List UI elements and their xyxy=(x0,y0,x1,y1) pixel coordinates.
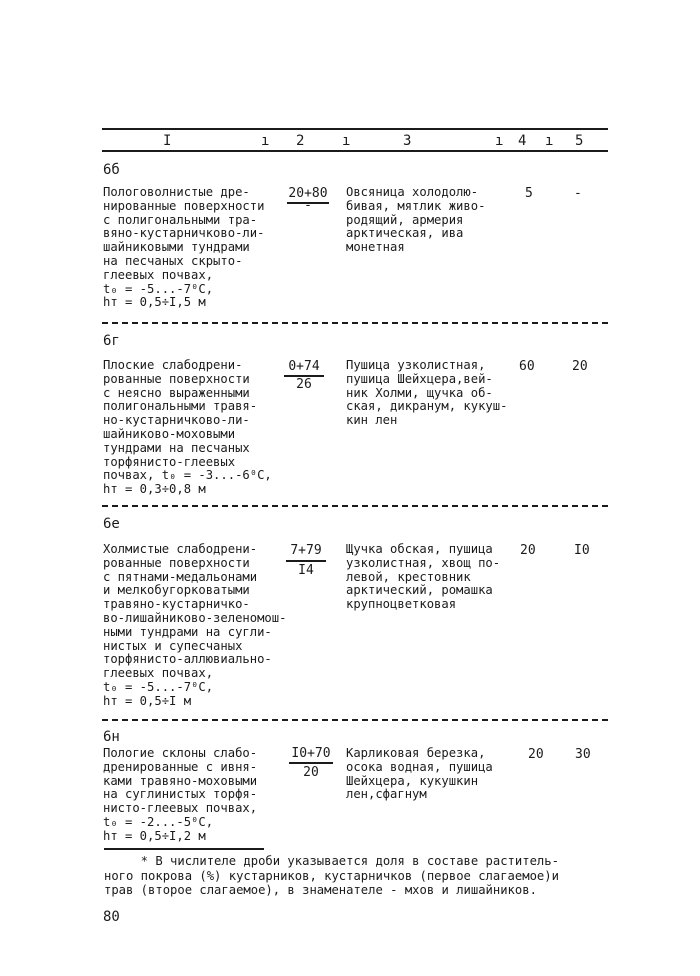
header-col-3: 3 xyxy=(403,133,412,149)
column-5-value: 30 xyxy=(575,747,591,762)
row-separator xyxy=(102,322,608,324)
row-description: Пологие склоны слабо- дренированные с ивня- ками травяно-моховыми на суглинистых торфя- нисто-глеевых почвах, t₀ = -2...-5⁰C, hт = 0,5÷I,2 м xyxy=(103,746,258,843)
header-col-divider: ı xyxy=(261,133,270,149)
header-col-divider: ı xyxy=(545,133,554,149)
column-4-value: 20 xyxy=(520,543,536,558)
fraction-numerator: 0+74 xyxy=(288,359,320,374)
fraction-bar xyxy=(286,560,326,562)
header-col-divider: ı xyxy=(495,133,504,149)
column-5-value: I0 xyxy=(574,543,590,558)
row-code: 6г xyxy=(103,333,120,349)
fraction-bar xyxy=(289,762,333,764)
column-5-value: - xyxy=(574,186,582,201)
fraction-numerator: 20+80 xyxy=(288,186,328,201)
row-code: 6н xyxy=(103,729,120,745)
header-col-divider: ı xyxy=(342,133,351,149)
page-number: 80 xyxy=(103,909,120,925)
species-list: Щучка обская, пушица узколистная, хвощ по- левой, крестовник арктический, ромашка крупноцветковая xyxy=(346,542,501,612)
fraction-denominator: 20 xyxy=(303,765,319,780)
row-description: Холмистые слабодрени- рованные поверхности с пятнами-медальонами и мелкобугорковатыми травяно-кустарничко- во-лишайниково-зеленомош- ными тундрами на сугли- нистых и супесчаных торфянисто-аллювиально- глеевых почвах, t₀ = -5...-7⁰C, hт = 0,5÷I м xyxy=(103,542,287,708)
species-list: Овсяница холодолю- бивая, мятлик живо- родящий, армерия арктическая, ива монетная xyxy=(346,185,486,255)
footnote: * В числителе дроби указывается доля в составе раститель- ного покрова (%) кустарников, кустарничков (первое слагаемое)и трав (второе слагаемое), в знаменателе - мхов и лишайников. xyxy=(104,854,559,897)
fraction-numerator: I0+70 xyxy=(291,746,331,761)
row-separator xyxy=(102,505,608,507)
species-list: Карликовая березка, осока водная, пушица Шейхцера, кукушкин лен,сфагнум xyxy=(346,746,493,802)
fraction-denominator: I4 xyxy=(298,563,314,578)
header-top-rule xyxy=(102,128,608,130)
footnote-rule xyxy=(104,848,264,850)
row-code: 6б xyxy=(103,162,120,178)
fraction-numerator: 7+79 xyxy=(290,543,322,558)
header-col-2: 2 xyxy=(296,133,305,149)
column-5-value: 20 xyxy=(572,359,588,374)
column-4-value: 20 xyxy=(528,747,544,762)
species-list: Пушица узколистная, пушица Шейхцера,вей- ник Холми, щучка об- ская, дикранум, кукуш- кин лен xyxy=(346,358,508,428)
header-col-4: 4 xyxy=(518,133,527,149)
row-description: Плоские слабодрени- рованные поверхности с неясно выраженными полигональными травя- но-кустарничково-ли- шайниково-моховыми тундрами на песчаных торфянисто-глеевых почвах, t₀ = -3...-6⁰C, hт = 0,3÷0,8 м xyxy=(103,358,272,497)
fraction-denominator: - xyxy=(304,198,312,213)
fraction-denominator: 26 xyxy=(296,377,312,392)
row-separator xyxy=(102,719,608,721)
header-bottom-rule xyxy=(102,150,608,152)
column-4-value: 5 xyxy=(525,186,533,201)
row-description: Пологоволнистые дре- нированные поверхности с полигональными тра- вяно-кустарничково-ли- шайниковыми тундрами на песчаных скрыто- глеевых почвах, t₀ = -5...-7⁰C, hт = 0,5÷I,5 м xyxy=(103,185,265,310)
header-col-1: I xyxy=(163,133,172,149)
header-col-5: 5 xyxy=(575,133,584,149)
column-4-value: 60 xyxy=(519,359,535,374)
row-code: 6е xyxy=(103,516,120,532)
